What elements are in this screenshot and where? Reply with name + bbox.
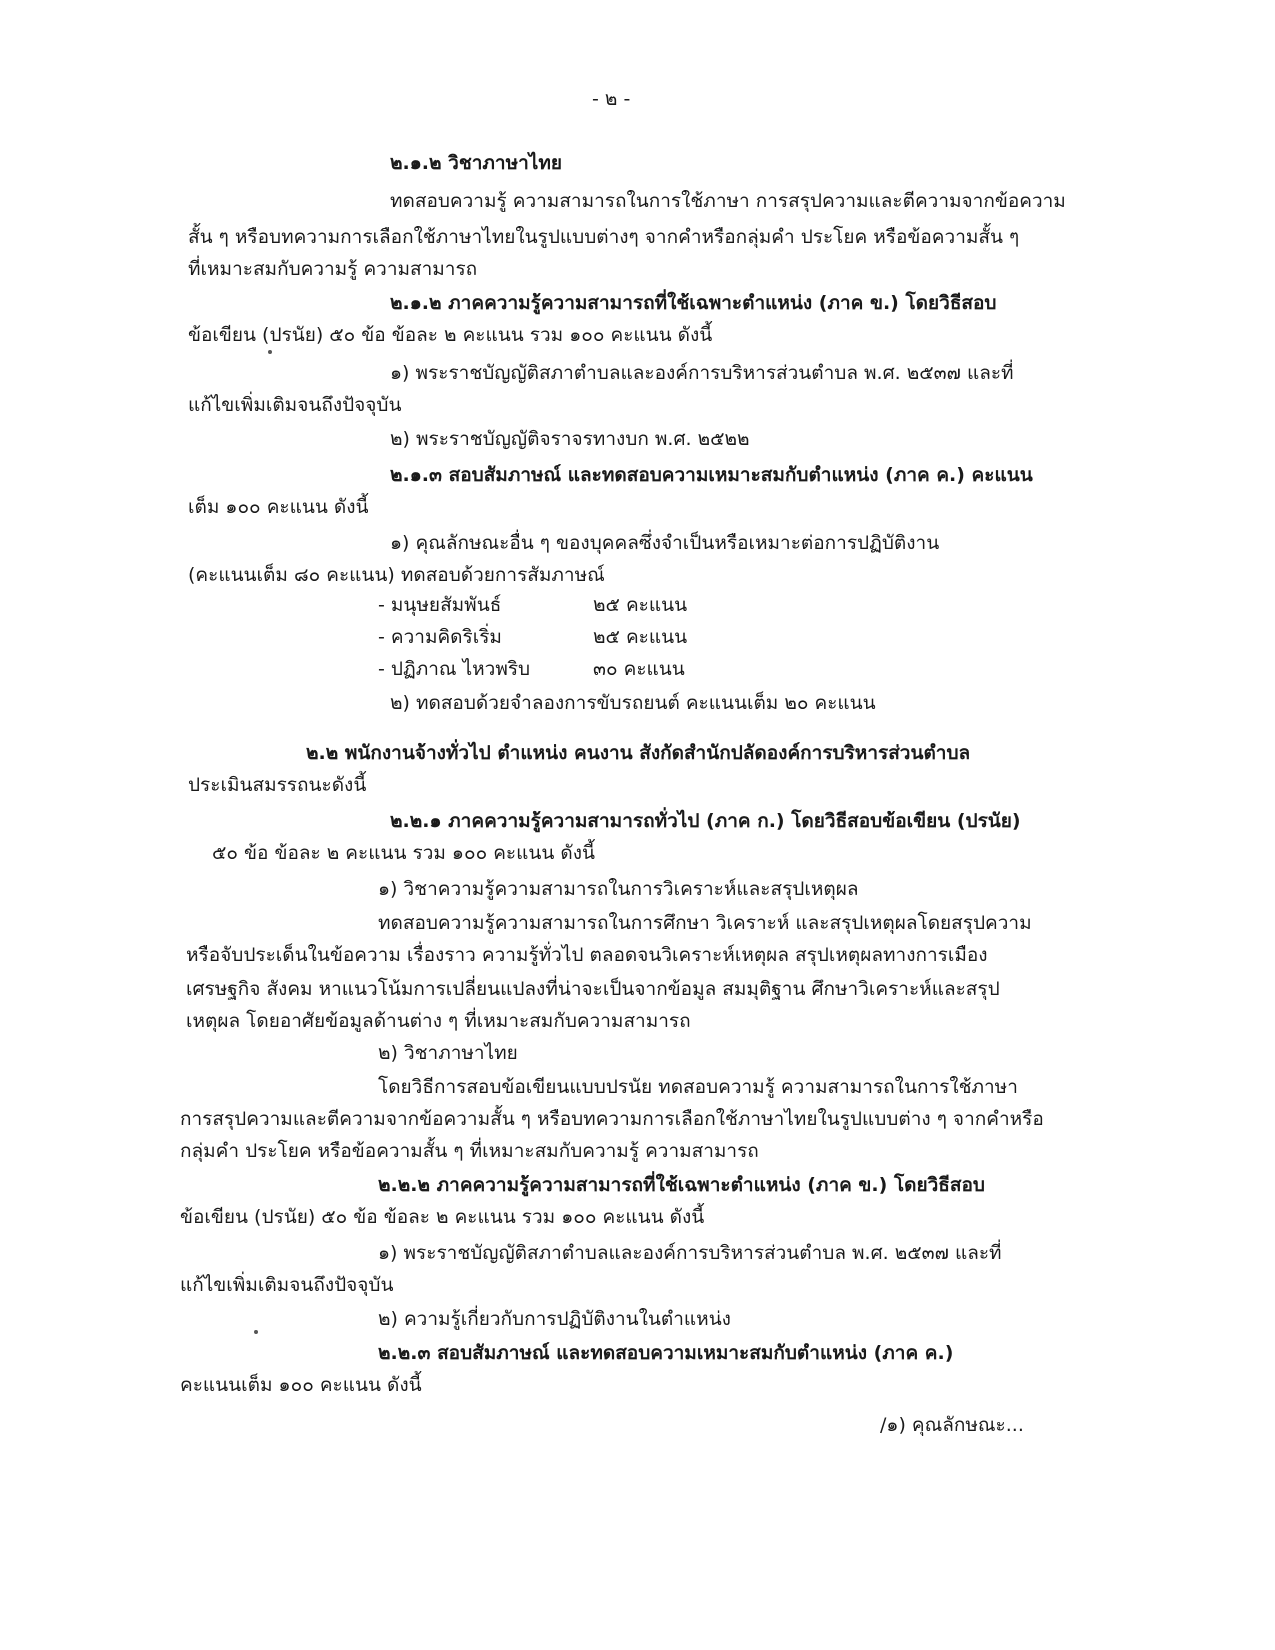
paragraph-line: โดยวิธีการสอบข้อเขียนแบบปรนัย ทดสอบความรู้ ความสามารถในการใช้ภาษา — [378, 1076, 1018, 1098]
paragraph-line: คะแนนเต็ม ๑๐๐ คะแนน ดังนี้ — [180, 1374, 422, 1396]
section-2-1-2-title: ๒.๑.๒ วิชาภาษาไทย — [390, 152, 562, 174]
list-item: ๒) ความรู้เกี่ยวกับการปฏิบัติงานในตำแหน่ง — [378, 1308, 731, 1330]
list-item: ๑) พระราชบัญญัติสภาตำบลและองค์การบริหารส่วนตำบล พ.ศ. ๒๕๓๗ และที่ — [390, 362, 1014, 384]
paragraph-line: ทดสอบความรู้ ความสามารถในการใช้ภาษา การสรุปความและตีความจากข้อความ — [390, 190, 1066, 212]
scan-dot — [254, 1330, 258, 1334]
list-item: ๒) ทดสอบด้วยจำลองการขับรถยนต์ คะแนนเต็ม ๒๐ คะแนน — [390, 692, 876, 714]
paragraph-line: ข้อเขียน (ปรนัย) ๕๐ ข้อ ข้อละ ๒ คะแนน รวม ๑๐๐ คะแนน ดังนี้ — [188, 324, 713, 346]
interview-item-name: - ความคิดริเริ่ม — [378, 626, 502, 648]
paragraph-line: ประเมินสมรรถนะดังนี้ — [188, 774, 367, 796]
interview-item-score: ๒๕ คะแนน — [593, 594, 688, 616]
page-number: - ๒ - — [592, 88, 631, 110]
list-item-continuation: แก้ไขเพิ่มเติมจนถึงปัจจุบัน — [188, 394, 402, 416]
interview-item — [378, 592, 687, 618]
paragraph-line: เต็ม ๑๐๐ คะแนน ดังนี้ — [188, 496, 369, 518]
list-item: ๑) คุณลักษณะอื่น ๆ ของบุคคลซึ่งจำเป็นหรือเหมาะต่อการปฏิบัติงาน — [390, 532, 940, 554]
paragraph-line: ทดสอบความรู้ความสามารถในการศึกษา วิเคราะห์ และสรุปเหตุผลโดยสรุปความ — [378, 912, 1032, 934]
interview-item-score: ๒๕ คะแนน — [593, 626, 688, 648]
interview-item — [378, 656, 685, 682]
paragraph-line: ข้อเขียน (ปรนัย) ๕๐ ข้อ ข้อละ ๒ คะแนน รวม ๑๐๐ คะแนน ดังนี้ — [180, 1206, 705, 1228]
paragraph-line: เหตุผล โดยอาศัยข้อมูลด้านต่าง ๆ ที่เหมาะสมกับความสามารถ — [186, 1010, 691, 1032]
section-2-2-1-title: ๒.๒.๑ ภาคความรู้ความสามารถทั่วไป (ภาค ก.) โดยวิธีสอบข้อเขียน (ปรนัย) — [390, 810, 1021, 832]
interview-item — [378, 624, 687, 650]
list-item: ๑) พระราชบัญญัติสภาตำบลและองค์การบริหารส่วนตำบล พ.ศ. ๒๕๓๗ และที่ — [378, 1242, 1002, 1264]
scan-dot — [268, 350, 272, 354]
paragraph-line: การสรุปความและตีความจากข้อความสั้น ๆ หรือบทความการเลือกใช้ภาษาไทยในรูปแบบต่าง ๆ จากคำหรือ — [180, 1108, 1044, 1130]
interview-item-name: - มนุษยสัมพันธ์ — [378, 594, 502, 616]
paragraph-line: หรือจับประเด็นในข้อความ เรื่องราว ความรู้ทั่วไป ตลอดจนวิเคราะห์เหตุผล สรุปเหตุผลทางการเมือง — [186, 944, 988, 966]
section-2-2-3-title: ๒.๒.๓ สอบสัมภาษณ์ และทดสอบความเหมาะสมกับตำแหน่ง (ภาค ค.) — [378, 1342, 954, 1364]
list-item-continuation: (คะแนนเต็ม ๘๐ คะแนน) ทดสอบด้วยการสัมภาษณ์ — [188, 564, 605, 586]
section-2-2-title: ๒.๒ พนักงานจ้างทั่วไป ตำแหน่ง คนงาน สังกัดสำนักปลัดองค์การบริหารส่วนตำบล — [306, 742, 971, 764]
section-2-2-2-title: ๒.๒.๒ ภาคความรู้ความสามารถที่ใช้เฉพาะตำแหน่ง (ภาค ข.) โดยวิธีสอบ — [378, 1174, 985, 1196]
paragraph-line: ๕๐ ข้อ ข้อละ ๒ คะแนน รวม ๑๐๐ คะแนน ดังนี้ — [212, 842, 595, 864]
section-2-1-3-title: ๒.๑.๓ สอบสัมภาษณ์ และทดสอบความเหมาะสมกับตำแหน่ง (ภาค ค.) คะแนน — [390, 464, 1033, 486]
paragraph-line: ที่เหมาะสมกับความรู้ ความสามารถ — [188, 258, 478, 280]
list-item: ๒) วิชาภาษาไทย — [378, 1042, 518, 1064]
paragraph-line: เศรษฐกิจ สังคม หาแนวโน้มการเปลี่ยนแปลงที่น่าจะเป็นจากข้อมูล สมมุติฐาน ศึกษาวิเคราะห์และสรุป — [186, 978, 1000, 1000]
paragraph-line: กลุ่มคำ ประโยค หรือข้อความสั้น ๆ ที่เหมาะสมกับความรู้ ความสามารถ — [180, 1140, 759, 1162]
list-item: ๒) พระราชบัญญัติจราจรทางบก พ.ศ. ๒๕๒๒ — [390, 428, 750, 450]
section-2-1-2-specific-title: ๒.๑.๒ ภาคความรู้ความสามารถที่ใช้เฉพาะตำแหน่ง (ภาค ข.) โดยวิธีสอบ — [390, 292, 997, 314]
paragraph-line: สั้น ๆ หรือบทความการเลือกใช้ภาษาไทยในรูปแบบต่างๆ จากคำหรือกลุ่มคำ ประโยค หรือข้อความสั้น ๆ — [188, 226, 1020, 248]
interview-item-score: ๓๐ คะแนน — [593, 658, 685, 680]
list-item-continuation: แก้ไขเพิ่มเติมจนถึงปัจจุบัน — [180, 1274, 394, 1296]
interview-item-name: - ปฏิภาณ ไหวพริบ — [378, 658, 531, 680]
list-item: ๑) วิชาความรู้ความสามารถในการวิเคราะห์และสรุปเหตุผล — [378, 878, 859, 900]
continuation-note: /๑) คุณลักษณะ... — [880, 1414, 1024, 1436]
